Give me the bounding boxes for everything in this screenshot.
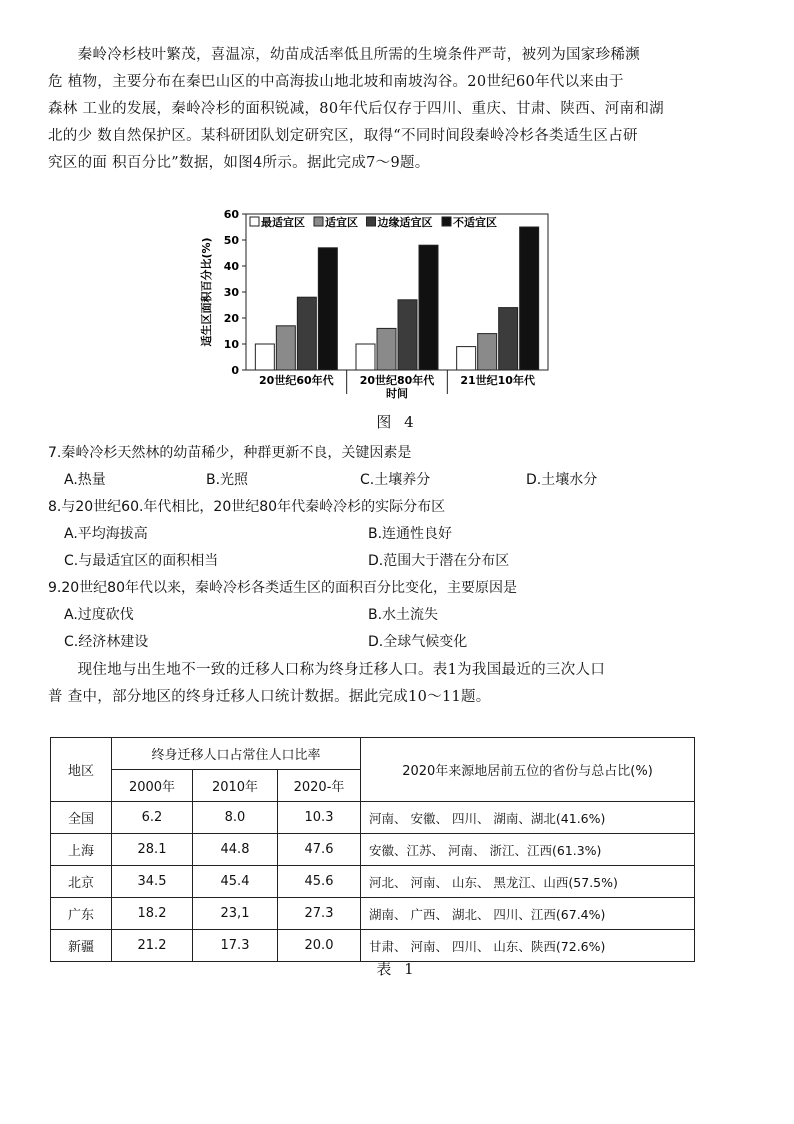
question-8-options-row1 [48,521,748,548]
value-cell: 18.2 [112,898,193,930]
bar [276,326,295,370]
question-8-stem: 8.与20世纪60.年代相比，20世纪80年代秦岭冷杉的实际分布区 [48,499,446,515]
legend-label: 不适宜区 [453,216,497,229]
bar-chart [196,200,566,410]
option-b: B.光照 [206,472,249,488]
intro2-line: 现住地与出生地不一致的迁移人口称为终身迁移人口。表1为我国最近的三次人口 [48,662,606,678]
table-row [51,930,695,962]
legend-swatch [314,217,323,226]
option-c: C.土壤养分 [360,472,431,488]
bar [377,328,396,370]
bar [356,344,375,370]
table-row [51,802,695,834]
x-category-label: 20世纪60年代 [259,374,334,387]
intro2-line: 普 查中，部分地区的终身迁移人口统计数据。据此完成10～11题。 [48,689,491,705]
bar [457,347,476,370]
legend-swatch [250,217,259,226]
y-axis-label: 适生区面积百分比(%) [200,237,213,347]
ratio-header: 终身迁移人口占常住人口比率 [112,738,361,770]
figure-caption: 图 4 [376,413,418,431]
intro-line: 危 植物，主要分布在秦巴山区的中高海拔山地北坡和南坡沟谷。20世纪60年代以来由于 [48,74,624,90]
bar [297,297,316,370]
bar [318,248,337,370]
option-b: B.连通性良好 [368,526,453,542]
y-tick-label: 50 [223,234,239,247]
x-axis-label: 时间 [386,387,408,400]
region-cell: 广东 [51,898,112,930]
intro-paragraph [48,42,748,177]
year-header: 2020-年 [278,770,361,802]
x-category-label: 21世纪10年代 [460,374,535,387]
option-b: B.水土流失 [368,607,439,623]
value-cell: 23,1 [193,898,278,930]
option-a: A.热量 [64,472,106,488]
question-9-stem: 9.20世纪80年代以来，秦岭冷杉各类适生区的面积百分比变化，主要原因是 [48,580,517,596]
table-row [51,898,695,930]
source-cell: 湖南、 广西、 湖北、 四川、江西(67.4%) [361,898,695,930]
year-header: 2010年 [193,770,278,802]
region-header: 地区 [51,738,112,802]
bar [478,334,497,370]
value-cell: 28.1 [112,834,193,866]
intro2-paragraph [48,657,748,711]
intro-line: 北的少 数自然保护区。某科研团队划定研究区，取得“不同时间段秦岭冷杉各类适生区占研 [48,128,638,144]
intro-line: 究区的面 积百分比”数据，如图4所示。据此完成7～9题。 [48,155,430,171]
value-cell: 20.0 [278,930,361,962]
table-row [51,834,695,866]
option-c: C.经济林建设 [64,634,149,650]
table-row [51,866,695,898]
option-a: A.平均海拔高 [64,526,148,542]
source-header: 2020年来源地居前五位的省份与总占比(%) [361,738,695,802]
value-cell: 6.2 [112,802,193,834]
table-1 [50,737,695,962]
value-cell: 27.3 [278,898,361,930]
bar [520,227,539,370]
bar [419,245,438,370]
source-cell: 河北、 河南、 山东、 黑龙江、山西(57.5%) [361,866,695,898]
source-cell: 甘肃、 河南、 四川、 山东、陕西(72.6%) [361,930,695,962]
value-cell: 45.4 [193,866,278,898]
question-9-options-row2 [48,629,748,656]
y-tick-label: 40 [223,260,239,273]
legend-swatch [442,217,451,226]
source-cell: 安徽、江苏、 河南、 浙江、江西(61.3%) [361,834,695,866]
option-d: D.土壤水分 [526,472,598,488]
bar [255,344,274,370]
option-d: D.全球气候变化 [368,634,468,650]
legend-label: 边缘适宜区 [377,216,433,229]
y-tick-label: 20 [223,312,239,325]
legend-swatch [367,217,376,226]
intro-line: 秦岭冷杉枝叶繁茂，喜温凉，幼苗成活率低且所需的生境条件严苛，被列为国家珍稀濒 [48,47,640,63]
value-cell: 10.3 [278,802,361,834]
legend-label: 最适宜区 [261,216,305,229]
region-cell: 新疆 [51,930,112,962]
questions-7-9 [48,440,748,656]
source-cell: 河南、 安徽、 四川、 湖南、湖北(41.6%) [361,802,695,834]
bar [398,300,417,370]
option-c: C.与最适宜区的面积相当 [64,553,219,569]
value-cell: 21.2 [112,930,193,962]
y-tick-label: 10 [223,338,239,351]
region-cell: 上海 [51,834,112,866]
bar [499,308,518,370]
option-d: D.范围大于潜在分布区 [368,553,510,569]
value-cell: 8.0 [193,802,278,834]
y-tick-label: 0 [231,364,239,377]
region-cell: 北京 [51,866,112,898]
intro-line: 森林 工业的发展，秦岭冷杉的面积锐减，80年代后仅存于四川、重庆、甘肃、陕西、河南和湖 [48,101,664,117]
value-cell: 17.3 [193,930,278,962]
question-9-options-row1 [48,602,748,629]
option-a: A.过度砍伐 [64,607,134,623]
question-7-stem: 7.秦岭冷杉天然林的幼苗稀少，种群更新不良，关键因素是 [48,445,412,461]
question-7-options [48,467,748,494]
x-category-label: 20世纪80年代 [359,374,435,387]
value-cell: 34.5 [112,866,193,898]
region-cell: 全国 [51,802,112,834]
table-caption: 表 1 [376,960,418,978]
legend-label: 适宜区 [325,216,358,229]
value-cell: 47.6 [278,834,361,866]
y-tick-label: 60 [223,208,239,221]
value-cell: 45.6 [278,866,361,898]
figure-4-chart [196,200,566,410]
value-cell: 44.8 [193,834,278,866]
year-header: 2000年 [112,770,193,802]
y-tick-label: 30 [223,286,239,299]
question-8-options-row2 [48,548,748,575]
